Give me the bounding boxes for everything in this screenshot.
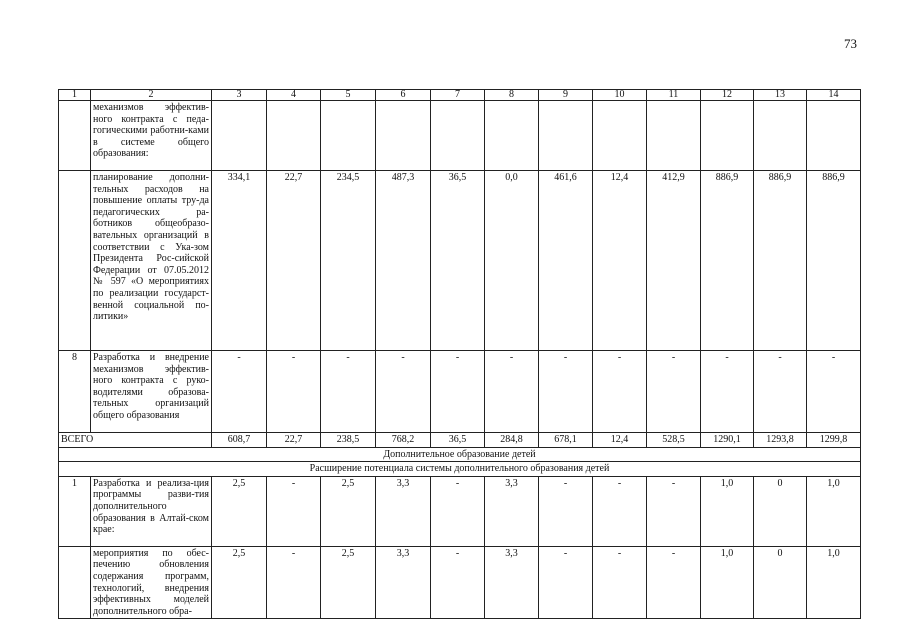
table-row: [59, 476, 861, 546]
value-cell: 886,9: [701, 171, 754, 351]
value-cell: -: [647, 351, 701, 433]
budget-table: [58, 89, 861, 619]
value-cell: -: [539, 476, 593, 546]
header-cell: 2: [91, 90, 212, 101]
value-cell: -: [754, 351, 807, 433]
value-cell: 412,9: [647, 171, 701, 351]
value-cell: -: [212, 351, 267, 433]
value-cell: 1299,8: [807, 433, 861, 448]
value-cell: [807, 101, 861, 171]
value-cell: -: [647, 476, 701, 546]
value-cell: [376, 101, 431, 171]
value-cell: 1,0: [807, 476, 861, 546]
value-cell: 12,4: [593, 171, 647, 351]
value-cell: -: [431, 351, 485, 433]
value-cell: 0,0: [485, 171, 539, 351]
value-cell: 22,7: [267, 171, 321, 351]
header-row: [59, 90, 861, 101]
row-description: мероприятия по обес-печению обновления содержания программ, технологий, внедрения эффективных моделей дополнительного обра-: [91, 546, 212, 619]
value-cell: 1293,8: [754, 433, 807, 448]
value-cell: -: [267, 351, 321, 433]
value-cell: 487,3: [376, 171, 431, 351]
header-cell: 14: [807, 90, 861, 101]
value-cell: 3,3: [376, 546, 431, 619]
value-cell: 2,5: [321, 546, 376, 619]
value-cell: -: [593, 546, 647, 619]
value-cell: 1,0: [701, 546, 754, 619]
value-cell: 284,8: [485, 433, 539, 448]
table-row: [59, 171, 861, 351]
subsection-row: [59, 462, 861, 477]
value-cell: 461,6: [539, 171, 593, 351]
value-cell: 22,7: [267, 433, 321, 448]
section-row: [59, 447, 861, 462]
header-cell: 11: [647, 90, 701, 101]
value-cell: [539, 101, 593, 171]
value-cell: [321, 101, 376, 171]
value-cell: 886,9: [807, 171, 861, 351]
value-cell: -: [321, 351, 376, 433]
value-cell: 608,7: [212, 433, 267, 448]
value-cell: -: [485, 351, 539, 433]
value-cell: 1,0: [701, 476, 754, 546]
value-cell: 334,1: [212, 171, 267, 351]
value-cell: [701, 101, 754, 171]
value-cell: 3,3: [376, 476, 431, 546]
value-cell: 36,5: [431, 433, 485, 448]
value-cell: 1290,1: [701, 433, 754, 448]
value-cell: 234,5: [321, 171, 376, 351]
header-cell: 4: [267, 90, 321, 101]
total-label: ВСЕГО: [59, 433, 212, 448]
value-cell: -: [431, 476, 485, 546]
value-cell: 2,5: [212, 546, 267, 619]
value-cell: 238,5: [321, 433, 376, 448]
value-cell: [431, 101, 485, 171]
row-description: Разработка и реализа-ция программы разви-тия дополнительного образования в Алтай-ском крае:: [91, 476, 212, 546]
value-cell: 2,5: [321, 476, 376, 546]
value-cell: 3,3: [485, 546, 539, 619]
header-cell: 8: [485, 90, 539, 101]
subsection-title: Расширение потенциала системы дополнительного образования детей: [59, 462, 861, 477]
header-cell: 1: [59, 90, 91, 101]
table-row: [59, 101, 861, 171]
row-description: планирование дополни-тельных расходов на повышение оплаты тру-да педагогических ра-ботников общеобразо-вательных организаций в соответствии с Ука-зом Президента Рос-сийской Федерации от 07.05.2012 № 597 «О мероприятиях по реализации государст-венной социальной по-литики»: [91, 171, 212, 351]
value-cell: 2,5: [212, 476, 267, 546]
value-cell: 678,1: [539, 433, 593, 448]
value-cell: [485, 101, 539, 171]
value-cell: -: [539, 351, 593, 433]
header-cell: 13: [754, 90, 807, 101]
value-cell: 0: [754, 546, 807, 619]
value-cell: 1,0: [807, 546, 861, 619]
row-number: [59, 546, 91, 619]
value-cell: 0: [754, 476, 807, 546]
row-description: механизмов эффектив-ного контракта с педа-гогическими работни-ками в системе общего образования:: [91, 101, 212, 171]
table-row: [59, 546, 861, 619]
value-cell: -: [376, 351, 431, 433]
value-cell: -: [267, 546, 321, 619]
value-cell: [593, 101, 647, 171]
value-cell: -: [431, 546, 485, 619]
header-cell: 6: [376, 90, 431, 101]
value-cell: -: [593, 351, 647, 433]
row-number: 8: [59, 351, 91, 433]
header-cell: 3: [212, 90, 267, 101]
page-number: 73: [844, 36, 857, 51]
value-cell: [754, 101, 807, 171]
section-title: Дополнительное образование детей: [59, 447, 861, 462]
value-cell: 528,5: [647, 433, 701, 448]
value-cell: -: [539, 546, 593, 619]
value-cell: [212, 101, 267, 171]
header-cell: 7: [431, 90, 485, 101]
value-cell: -: [593, 476, 647, 546]
value-cell: 768,2: [376, 433, 431, 448]
value-cell: [267, 101, 321, 171]
table-row: [59, 351, 861, 433]
value-cell: 886,9: [754, 171, 807, 351]
value-cell: -: [267, 476, 321, 546]
value-cell: 12,4: [593, 433, 647, 448]
value-cell: 3,3: [485, 476, 539, 546]
value-cell: 36,5: [431, 171, 485, 351]
header-cell: 9: [539, 90, 593, 101]
header-cell: 5: [321, 90, 376, 101]
value-cell: -: [701, 351, 754, 433]
row-number: 1: [59, 476, 91, 546]
value-cell: -: [647, 546, 701, 619]
header-cell: 10: [593, 90, 647, 101]
header-cell: 12: [701, 90, 754, 101]
row-number: [59, 171, 91, 351]
value-cell: [647, 101, 701, 171]
value-cell: -: [807, 351, 861, 433]
row-number: [59, 101, 91, 171]
total-row: [59, 433, 861, 448]
row-description: Разработка и внедрение механизмов эффектив-ного контракта с руко-водителями образова-тельных организаций общего образования: [91, 351, 212, 433]
